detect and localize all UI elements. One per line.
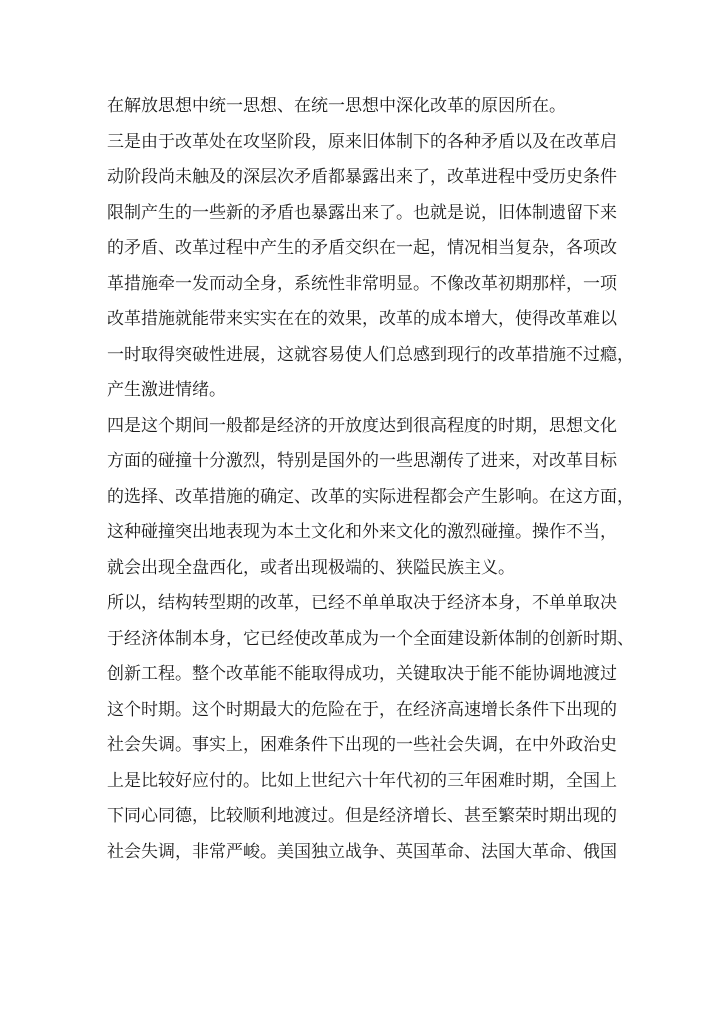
text-line-7: 改革措施就能带来实实在在的效果，改革的成本增大，使得改革难以 bbox=[107, 309, 617, 329]
text-line-10: 四是这个期间一般都是经济的开放度达到很高程度的时期，思想文化 bbox=[107, 415, 617, 436]
text-line-16: 于经济体制本身，它已经使改革成为一个全面建设新体制的创新时期、 bbox=[107, 628, 634, 649]
text-line-9: 产生激进情绪。 bbox=[107, 380, 226, 400]
text-line-3: 动阶段尚未触及的深层次矛盾都暴露出来了，改革进程中受历史条件 bbox=[107, 167, 617, 187]
text-line-15: 所以，结构转型期的改革，已经不单单取决于经济本身，不单单取决 bbox=[107, 593, 617, 613]
text-line-6: 革措施牵一发而动全身，系统性非常明显。不像改革初期那样，一项 bbox=[107, 273, 617, 294]
text-line-20: 上是比较好应付的。比如上世纪六十年代初的三年困难时期，全国上 bbox=[107, 770, 617, 791]
document-body bbox=[107, 89, 634, 870]
text-line-19: 社会失调。事实上，困难条件下出现的一些社会失调，在中外政治史 bbox=[107, 735, 617, 755]
text-line-21: 下同心同德，比较顺利地渡过。但是经济增长、甚至繁荣时期出现的 bbox=[107, 806, 617, 826]
text-line-2: 三是由于改革处在攻坚阶段，原来旧体制下的各种矛盾以及在改革启 bbox=[107, 131, 617, 152]
text-line-5: 的矛盾、改革过程中产生的矛盾交织在一起，情况相当复杂，各项改 bbox=[107, 238, 617, 258]
text-line-13: 这种碰撞突出地表现为本土文化和外来文化的激烈碰撞。操作不当， bbox=[107, 522, 617, 542]
text-line-1: 在解放思想中统一思想、在统一思想中深化改革的原因所在。 bbox=[107, 96, 566, 116]
text-line-11: 方面的碰撞十分激烈，特别是国外的一些思潮传了进来，对改革目标 bbox=[107, 451, 617, 471]
text-line-22: 社会失调，非常严峻。美国独立战争、英国革命、法国大革命、俄国 bbox=[107, 841, 617, 862]
text-line-14: 就会出现全盘西化，或者出现极端的、狭隘民族主义。 bbox=[107, 557, 515, 578]
text-line-8: 一时取得突破性进展，这就容易使人们总感到现行的改革措施不过瘾， bbox=[107, 344, 634, 365]
text-line-18: 这个时期。这个时期最大的危险在于，在经济高速增长条件下出现的 bbox=[107, 699, 617, 720]
text-line-4: 限制产生的一些新的矛盾也暴露出来了。也就是说，旧体制遗留下来 bbox=[107, 202, 617, 223]
text-line-12: 的选择、改革措施的确定、改革的实际进程都会产生影响。在这方面， bbox=[107, 486, 634, 507]
text-line-17: 创新工程。整个改革能不能取得成功，关键取决于能不能协调地渡过 bbox=[107, 664, 617, 684]
